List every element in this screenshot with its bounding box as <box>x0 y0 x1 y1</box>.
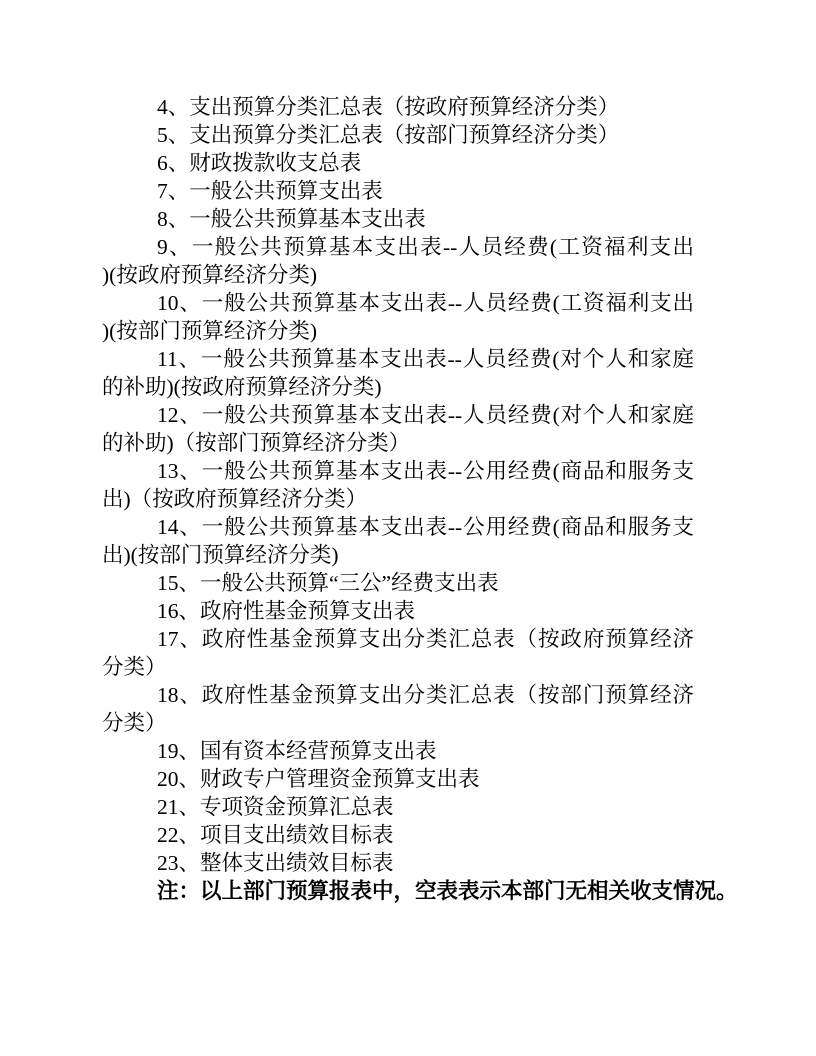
list-item-14-cont: 出)(按部门预算经济分类) <box>102 543 339 567</box>
list-item-9-cont: )(按政府预算经济分类) <box>102 263 317 287</box>
list-item-10-cont: )(按部门预算经济分类) <box>102 319 317 343</box>
list-item-21: 21、专项资金预算汇总表 <box>157 795 394 819</box>
list-item-20: 20、财政专户管理资金预算支出表 <box>157 767 480 791</box>
list-item-17: 17、政府性基金预算支出分类汇总表（按政府预算经济 <box>157 627 694 651</box>
list-item-15: 15、一般公共预算“三公”经费支出表 <box>157 571 499 595</box>
list-item-10: 10、一般公共预算基本支出表--人员经费(工资福利支出 <box>157 291 694 315</box>
list-item-7: 7、一般公共预算支出表 <box>157 179 383 203</box>
list-item-9: 9、一般公共预算基本支出表--人员经费(工资福利支出 <box>157 235 694 259</box>
list-item-19: 19、国有资本经营预算支出表 <box>157 739 437 763</box>
list-item-18: 18、政府性基金预算支出分类汇总表（按部门预算经济 <box>157 683 694 707</box>
list-item-8: 8、一般公共预算基本支出表 <box>157 207 426 231</box>
list-item-11: 11、一般公共预算基本支出表--人员经费(对个人和家庭 <box>157 347 694 371</box>
note-line: 注：以上部门预算报表中，空表表示本部门无相关收支情况。 <box>157 879 738 903</box>
list-item-13: 13、一般公共预算基本支出表--公用经费(商品和服务支 <box>157 459 694 483</box>
list-item-18-cont: 分类） <box>102 711 167 735</box>
list-item-11-cont: 的补助)(按政府预算经济分类) <box>102 375 382 399</box>
list-item-13-cont: 出)（按政府预算经济分类） <box>102 487 368 511</box>
list-item-22: 22、项目支出绩效目标表 <box>157 823 394 847</box>
list-item-17-cont: 分类） <box>102 655 167 679</box>
list-item-5: 5、支出预算分类汇总表（按部门预算经济分类） <box>157 123 620 147</box>
list-item-23: 23、整体支出绩效目标表 <box>157 851 394 875</box>
list-item-6: 6、财政拨款收支总表 <box>157 151 362 175</box>
list-item-4: 4、支出预算分类汇总表（按政府预算经济分类） <box>157 95 620 119</box>
list-item-12-cont: 的补助)（按部门预算经济分类） <box>102 431 411 455</box>
list-item-16: 16、政府性基金预算支出表 <box>157 599 416 623</box>
document-body <box>102 93 738 905</box>
list-item-14: 14、一般公共预算基本支出表--公用经费(商品和服务支 <box>157 515 694 539</box>
list-item-12: 12、一般公共预算基本支出表--人员经费(对个人和家庭 <box>157 403 694 427</box>
